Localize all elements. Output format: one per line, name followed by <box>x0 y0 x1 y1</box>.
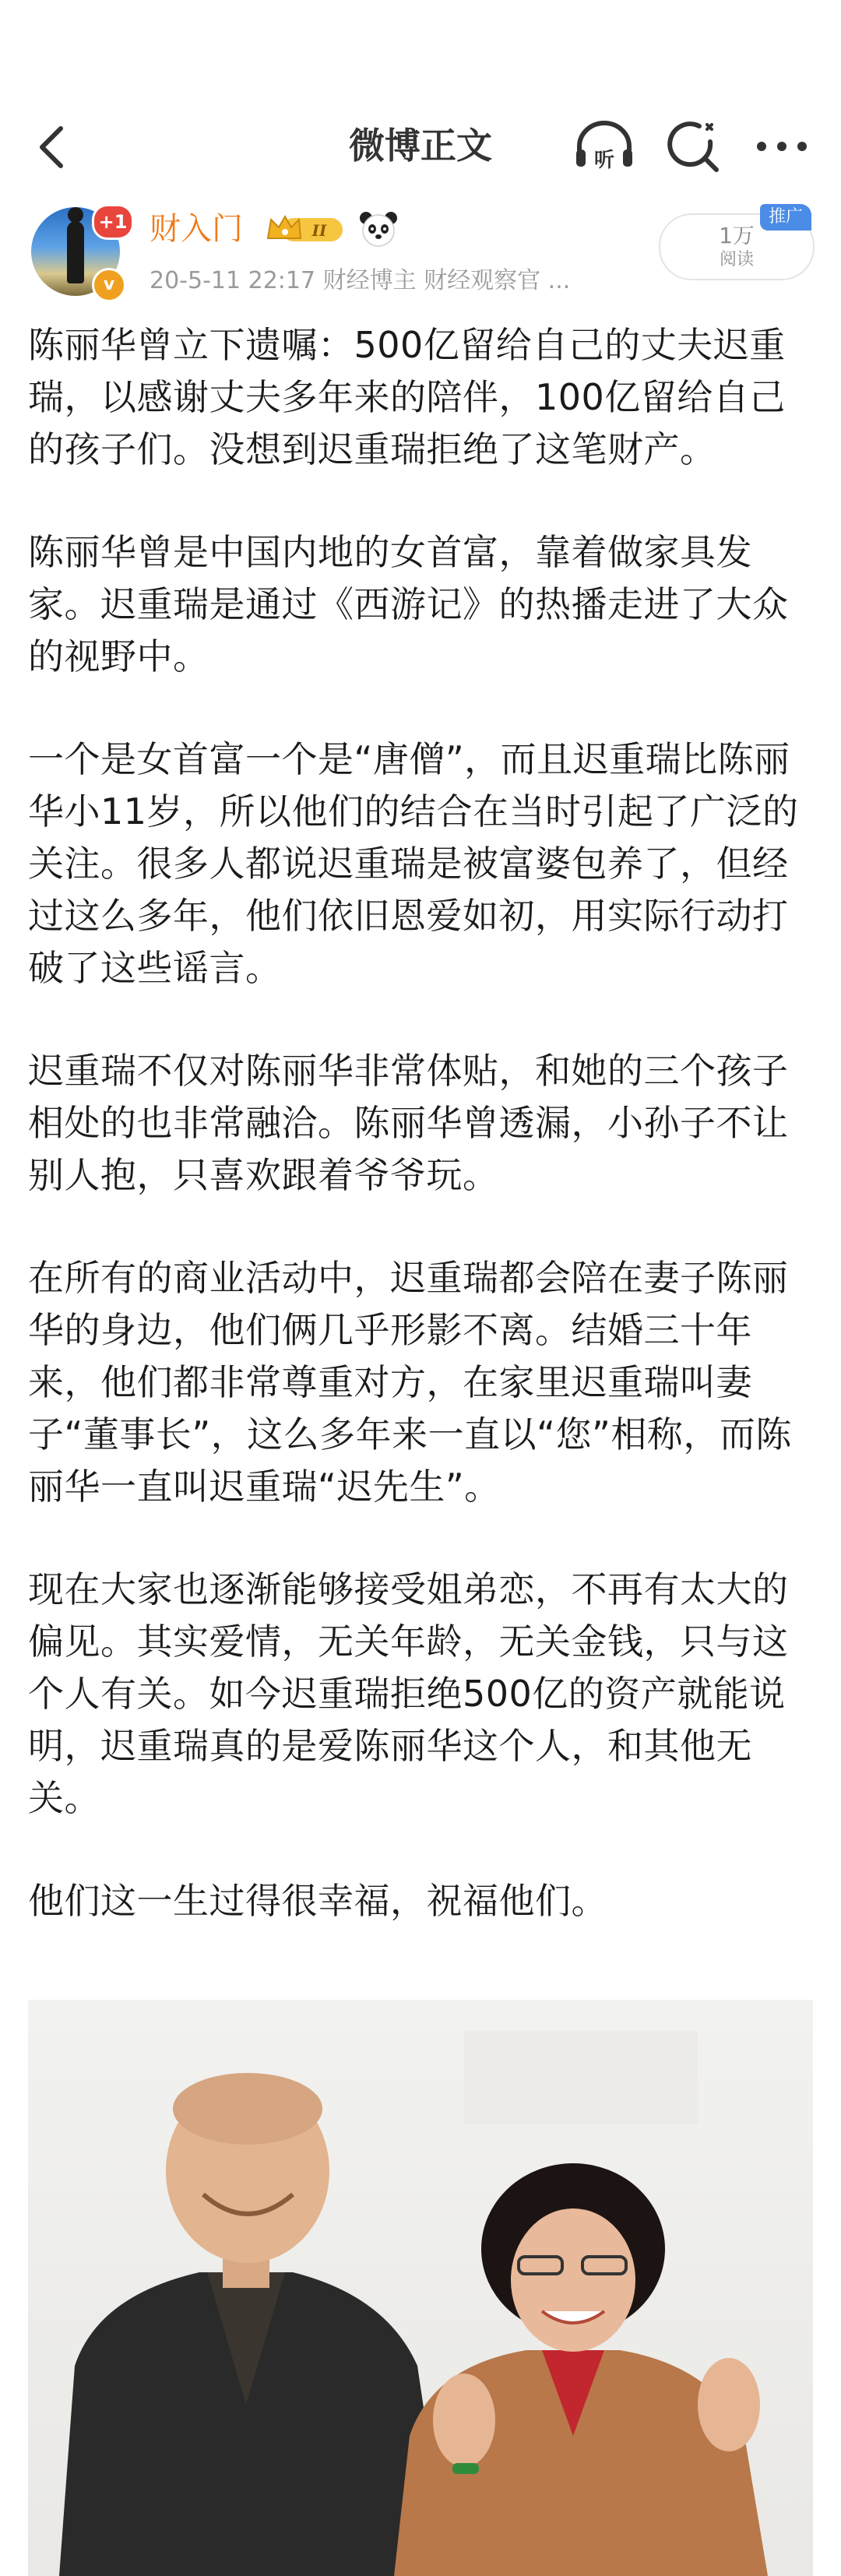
listen-label: 听 <box>593 149 615 172</box>
follow-count-badge: +1 <box>92 204 134 240</box>
verified-badge: v <box>92 268 126 302</box>
paragraph: 迟重瑞不仅对陈丽华非常体贴，和她的三个孩子相处的也非常融洽。陈丽华曾透漏，小孙子不让别人抱，只喜欢跟着爷爷玩。 <box>28 1050 789 1196</box>
avatar-figure <box>67 221 84 283</box>
paragraph: 现在大家也逐渐能够接受姐弟恋，不再有太大的偏见。其实爱情，无关年龄，无关金钱，只与这个人有关。如今迟重瑞拒绝500亿的资产就能说明，迟重瑞真的是爱陈丽华这个人，和其他无关。 <box>28 1568 789 1819</box>
listen-button[interactable] <box>573 118 635 174</box>
refresh-search-icon <box>665 118 721 174</box>
more-icon <box>754 139 810 154</box>
photo-illustration <box>28 2000 813 2576</box>
post-body <box>28 319 815 1927</box>
paragraph: 陈丽华曾是中国内地的女首富，靠着做家具发家。迟重瑞是通过《西游记》的热播走进了大众的视野中。 <box>28 531 789 677</box>
paragraph: 陈丽华曾立下遗嘱：500亿留给自己的丈夫迟重瑞，以感谢丈夫多年来的陪伴，100亿留给自己的孩子们。没想到迟重瑞拒绝了这笔财产。 <box>28 324 786 470</box>
crown-icon <box>265 212 349 246</box>
read-count: 1万 <box>719 223 755 248</box>
level-label: II <box>311 221 327 240</box>
author-name[interactable]: 财入门 <box>150 211 243 247</box>
ad-tag: 推广 <box>760 204 811 231</box>
post-meta: 20-5-11 22:17 财经博主 财经观察官 ... <box>150 267 571 294</box>
paragraph: 一个是女首富一个是“唐僧”，而且迟重瑞比陈丽华小11岁，所以他们的结合在当时引起了广泛的关注。很多人都说迟重瑞是被富婆包养了，但经过这么多年，他们依旧恩爱如初，用实际行动打破了这些谣言。 <box>28 738 799 989</box>
search-button[interactable] <box>662 118 724 174</box>
paragraph: 他们这一生过得很幸福，祝福他们。 <box>28 1880 607 1922</box>
post-photo[interactable] <box>28 2000 813 2576</box>
nav-actions <box>573 118 813 174</box>
author-row <box>0 204 841 313</box>
top-nav-bar <box>0 101 841 195</box>
listen-icon <box>573 118 635 174</box>
panda-icon <box>358 209 399 249</box>
read-label: 阅读 <box>719 250 754 269</box>
paragraph: 在所有的商业活动中，迟重瑞都会陪在妻子陈丽华的身边，他们俩几乎形影不离。结婚三十年来，他们都非常尊重对方，在家里迟重瑞叫妻子“董事长”，这么多年来一直以“您”相称，而陈丽华一直叫迟重瑞“迟先生”。 <box>28 1257 792 1508</box>
more-button[interactable] <box>751 118 813 174</box>
page-title: 微博正文 <box>349 125 492 167</box>
